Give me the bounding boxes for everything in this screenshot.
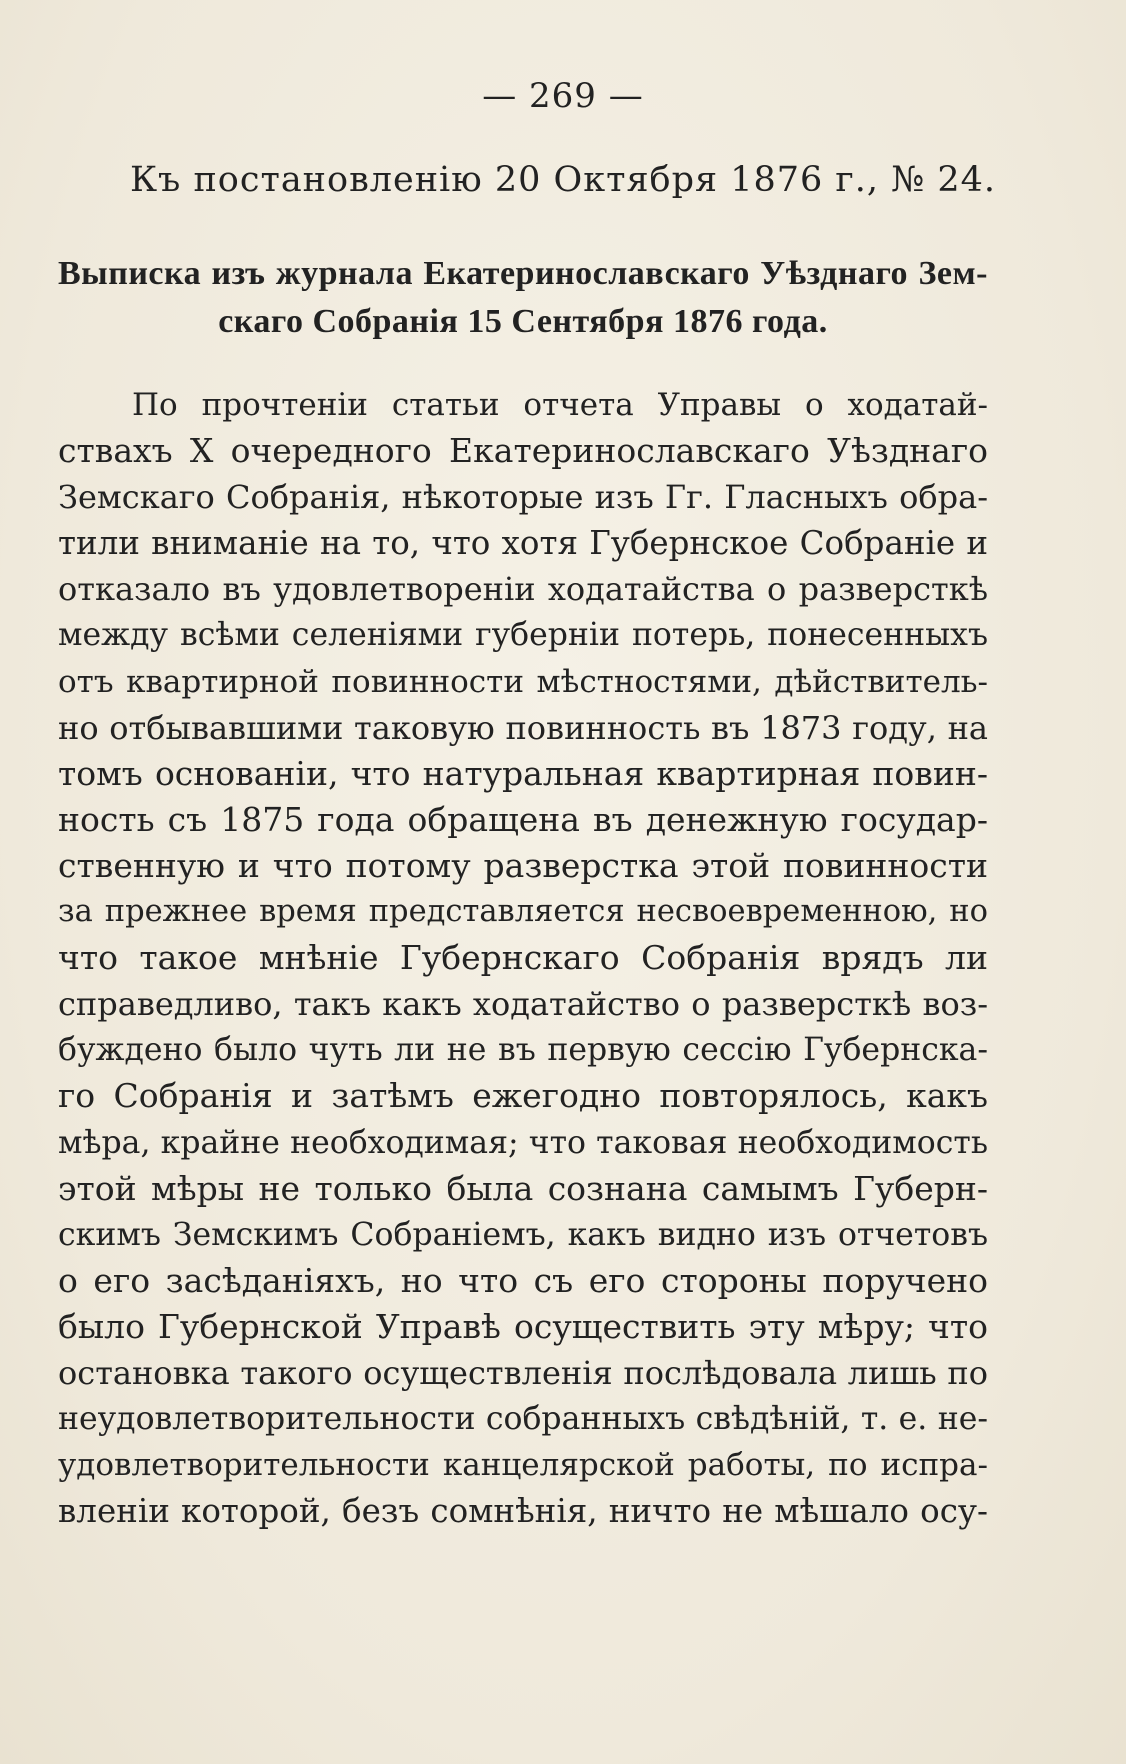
body-line: между всѣми селеніями губерніи потерь, понесенныхъ (58, 617, 988, 654)
body-line: буждено было чуть ли не въ первую сессію Губернска- (58, 1032, 988, 1069)
body-line: отказало въ удовлетвореніи ходатайства о разверсткѣ (58, 570, 988, 609)
body-line: отъ квартирной повинности мѣстностями, дѣйствитель- (58, 663, 988, 700)
body-line: было Губернской Управѣ осуществить эту мѣру; что (58, 1306, 988, 1346)
body-line: тили вниманіе на то, что хотя Губернское Собраніе и (58, 524, 988, 563)
subtitle-line-1: Выписка изъ журнала Екатеринославскаго Уѣзднаго Зем- (58, 255, 988, 292)
body-line: остановка такого осуществленія послѣдовала лишь по (58, 1353, 988, 1392)
body-line: что такое мнѣніе Губернскаго Собранія врядъ ли (58, 938, 988, 978)
body-line: справедливо, такъ какъ ходатайство о разверсткѣ воз- (58, 985, 988, 1024)
body-line: томъ основаніи, что натуральная квартирная повин- (58, 753, 988, 793)
body-line: удовлетворительности канцелярской работы, по испра- (58, 1447, 988, 1484)
body-line: ность съ 1875 года обращена въ денежную государ- (58, 799, 988, 839)
body-line: за прежнее время представляется несвоевременною, но (58, 894, 988, 930)
body-line: По прочтеніи статьи отчета Управы о ходатай- (132, 387, 988, 423)
body-line: ственную и что потому разверстка этой повинности (58, 845, 988, 885)
page-number: — 269 — (482, 76, 644, 116)
body-line: но отбывавшими таковую повинность въ 1873 году, на (58, 708, 988, 747)
extract-subtitle (58, 250, 988, 346)
resolution-heading: Къ постановленію 20 Октября 1876 г., № 24. (129, 160, 997, 200)
body-line: Земскаго Собранія, нѣкоторые изъ Гг. Гласныхъ обра- (58, 478, 988, 517)
subtitle-line-2: скаго Собранія 15 Сентября 1876 года. (218, 303, 828, 340)
body-text (58, 382, 988, 1534)
body-line: мѣра, крайне необходимая; что таковая необходимость (58, 1124, 988, 1161)
body-line: ствахъ X очередного Екатеринославскаго Уѣзднаго (58, 431, 988, 471)
body-line: неудовлетворительности собранныхъ свѣдѣній, т. е. не- (58, 1401, 988, 1438)
body-line: о его засѣданіяхъ, но что съ его стороны поручено (58, 1260, 988, 1300)
body-line: этой мѣры не только была сознана самымъ Губерн- (58, 1168, 988, 1208)
body-line: го Собранія и затѣмъ ежегодно повторялось, какъ (58, 1076, 988, 1116)
body-line: скимъ Земскимъ Собраніемъ, какъ видно изъ отчетовъ (58, 1216, 988, 1253)
body-line: вленіи которой, безъ сомнѣнія, ничто не мѣшало осу- (58, 1492, 988, 1531)
